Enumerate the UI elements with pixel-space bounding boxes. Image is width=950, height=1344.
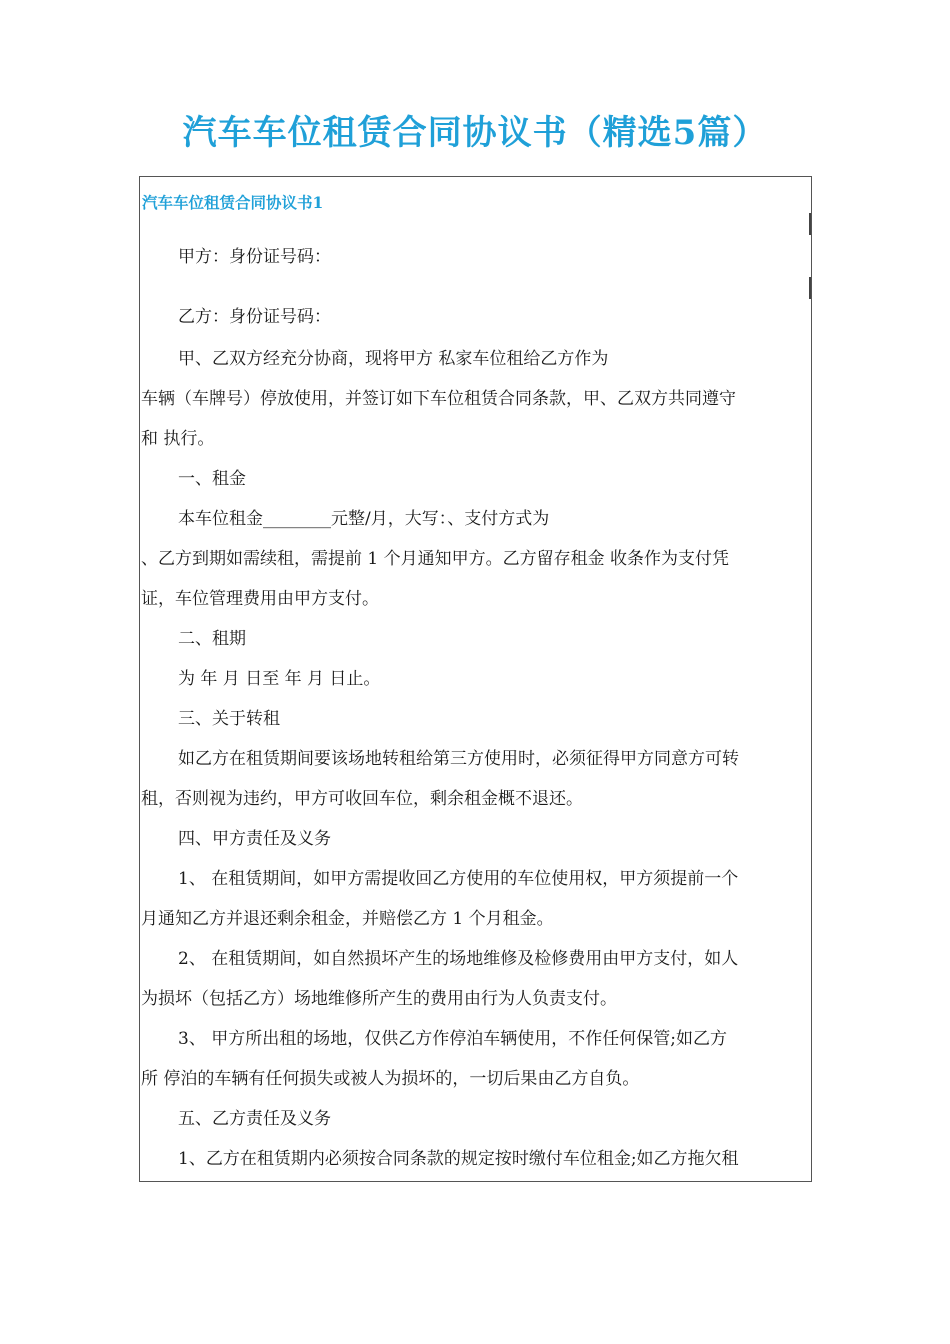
paragraph-line: 三、关于转租 — [178, 709, 280, 729]
paragraph-line: 租，否则视为违约，甲方可收回车位，剩余租金概不退还。 — [141, 789, 583, 809]
paragraph-line: 五、乙方责任及义务 — [178, 1109, 331, 1129]
paragraph-line: 为 年 月 日至 年 月 日止。 — [178, 669, 381, 689]
paragraph-line: 所 停泊的车辆有任何损失或被人为损坏的，一切后果由乙方自负。 — [141, 1069, 640, 1089]
document-frame — [139, 176, 812, 1182]
paragraph-line: 1、 在租赁期间，如甲方需提收回乙方使用的车位使用权，甲方须提前一个 — [178, 869, 739, 889]
frame-marker — [809, 277, 812, 299]
paragraph-line: 如乙方在租赁期间要该场地转租给第三方使用时，必须征得甲方同意方可转 — [178, 749, 739, 769]
paragraph-line: 二、租期 — [178, 629, 246, 649]
paragraph-line: 四、甲方责任及义务 — [178, 829, 331, 849]
paragraph-line: 车辆（车牌号）停放使用，并签订如下车位租赁合同条款，甲、乙双方共同遵守 — [141, 389, 736, 409]
paragraph-line: 一、租金 — [178, 469, 246, 489]
paragraph-line: 、乙方到期如需续租，需提前 1 个月通知甲方。乙方留存租金 收条作为支付凭 — [141, 549, 730, 569]
paragraph-line: 为损坏（包括乙方）场地维修所产生的费用由行为人负责支付。 — [141, 989, 617, 1009]
frame-marker — [809, 213, 812, 235]
paragraph-line: 甲、乙双方经充分协商，现将甲方 私家车位租给乙方作为 — [178, 349, 609, 369]
paragraph-line: 证，车位管理费用由甲方支付。 — [141, 589, 379, 609]
paragraph-line: 本车位租金________元整/月，大写：、支付方式为 — [178, 509, 550, 529]
paragraph-line: 3、 甲方所出租的场地，仅供乙方作停泊车辆使用，不作任何保管;如乙方 — [178, 1029, 727, 1049]
paragraph-line: 1、乙方在租赁期内必须按合同条款的规定按时缴付车位租金;如乙方拖欠租 — [178, 1149, 739, 1169]
paragraph-line: 甲方：身份证号码： — [178, 247, 331, 267]
paragraph-line: 月通知乙方并退还剩余租金，并赔偿乙方 1 个月租金。 — [141, 909, 554, 929]
paragraph-line: 乙方：身份证号码： — [178, 307, 331, 327]
paragraph-line: 2、 在租赁期间，如自然损坏产生的场地维修及检修费用由甲方支付，如人 — [178, 949, 739, 969]
paragraph-line: 和 执行。 — [141, 429, 215, 449]
document-title: 汽车车位租赁合同协议书（精选5篇） — [182, 113, 768, 153]
section-heading: 汽车车位租赁合同协议书1 — [142, 193, 324, 212]
